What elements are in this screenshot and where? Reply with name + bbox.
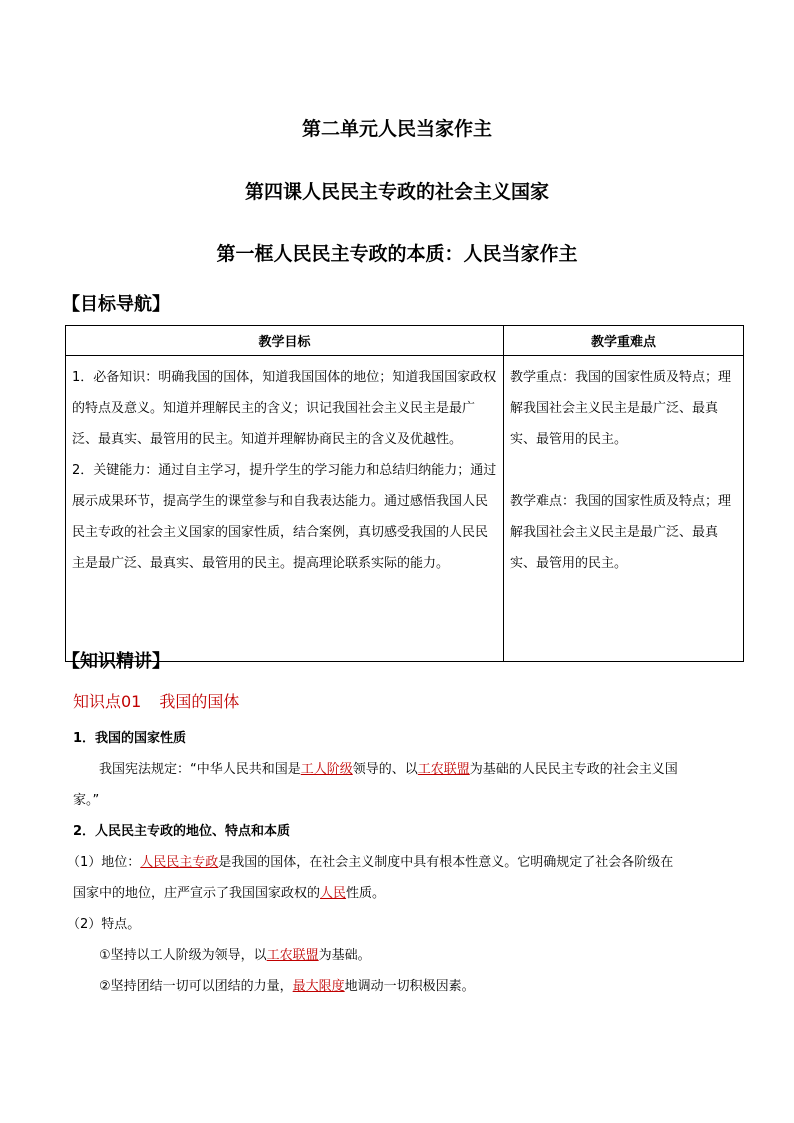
item1-paragraph-line2: 家。” bbox=[73, 793, 100, 808]
text-span: 领导的、以 bbox=[352, 762, 418, 777]
unit-title: 第二单元人民当家作主 bbox=[301, 118, 492, 140]
objective-item: 2．关键能力：通过自主学习，提升学生的学习能力和总结归纳能力；通过展示成果环节，提高学生的课堂参与和自我表达能力。通过感悟我国人民民主专政的社会主义国家的国家性质，结合案例，真切感受我国的人民民主是最广泛、最真实、最管用的民主。提高理论联系实际的能力。 bbox=[72, 463, 497, 571]
lesson-title: 第四课人民民主专政的社会主义国家 bbox=[244, 181, 549, 203]
highlight-maximum-extent: 最大限度 bbox=[292, 979, 345, 994]
item2-heading: 2．人民民主专政的地位、特点和本质 bbox=[73, 824, 291, 839]
text-span: ②坚持团结一切可以团结的力量， bbox=[99, 979, 293, 994]
text-span: 是我国的国体，在社会主义制度中具有根本性意义。它明确规定了社会各阶级在 bbox=[218, 855, 674, 870]
highlight-peoples-democratic-dictatorship: 人民民主专政 bbox=[140, 855, 219, 870]
item1-heading: 1．我国的国家性质 bbox=[73, 731, 187, 746]
key-difficult-cell bbox=[504, 356, 744, 662]
knowledge-point-name: 我国的国体 bbox=[159, 692, 240, 711]
text-span: （1）地位： bbox=[67, 855, 141, 870]
text-span: 国家中的地位，庄严宣示了我国国家政权的 bbox=[73, 886, 321, 901]
table-header-objectives: 教学目标 bbox=[66, 326, 504, 356]
spacer bbox=[510, 455, 738, 486]
features-label: （2）特点。 bbox=[67, 917, 141, 932]
feature-2 bbox=[99, 975, 475, 999]
table-header-key-difficult: 教学重难点 bbox=[504, 326, 744, 356]
text-span: 为基础的人民民主专政的社会主义国 bbox=[469, 762, 678, 777]
text-span: 我国宪法规定：“中华人民共和国是 bbox=[99, 762, 301, 777]
knowledge-point-title bbox=[73, 690, 239, 714]
feature-1 bbox=[99, 944, 371, 968]
highlight-working-class: 工人阶级 bbox=[300, 762, 353, 777]
knowledge-point-number: 知识点01 bbox=[73, 692, 142, 711]
section-heading-knowledge: 【知识精讲】 bbox=[62, 651, 170, 672]
highlight-worker-peasant-alliance-2: 工农联盟 bbox=[266, 948, 319, 963]
objectives-cell bbox=[66, 356, 504, 662]
key-point-text: 教学重点：我国的国家性质及特点；理解我国社会主义民主是最广泛、最真实、最管用的民主。 bbox=[510, 370, 732, 447]
section-heading-goals: 【目标导航】 bbox=[62, 294, 170, 315]
text-span: 性质。 bbox=[346, 886, 386, 901]
difficult-point-text: 教学难点：我国的国家性质及特点；理解我国社会主义民主是最广泛、最真实、最管用的民主。 bbox=[510, 494, 732, 571]
item1-paragraph-line1 bbox=[99, 758, 678, 782]
goals-table bbox=[65, 325, 744, 662]
objective-item: 1．必备知识：明确我国的国体，知道我国国体的地位；知道我国国家政权的特点及意义。知道并理解民主的含义；识记我国社会主义民主是最广泛、最真实、最管用的民主。知道并理解协商民主的含义及优越性。 bbox=[72, 370, 497, 447]
highlight-worker-peasant-alliance: 工农联盟 bbox=[417, 762, 470, 777]
text-span: ①坚持以工人阶级为领导，以 bbox=[99, 948, 267, 963]
status-line2 bbox=[73, 882, 385, 906]
text-span: 为基础。 bbox=[318, 948, 371, 963]
frame-title: 第一框人民民主专政的本质：人民当家作主 bbox=[216, 243, 578, 265]
text-span: 地调动一切积极因素。 bbox=[344, 979, 475, 994]
highlight-people: 人民 bbox=[320, 886, 347, 901]
status-line1 bbox=[67, 851, 673, 875]
